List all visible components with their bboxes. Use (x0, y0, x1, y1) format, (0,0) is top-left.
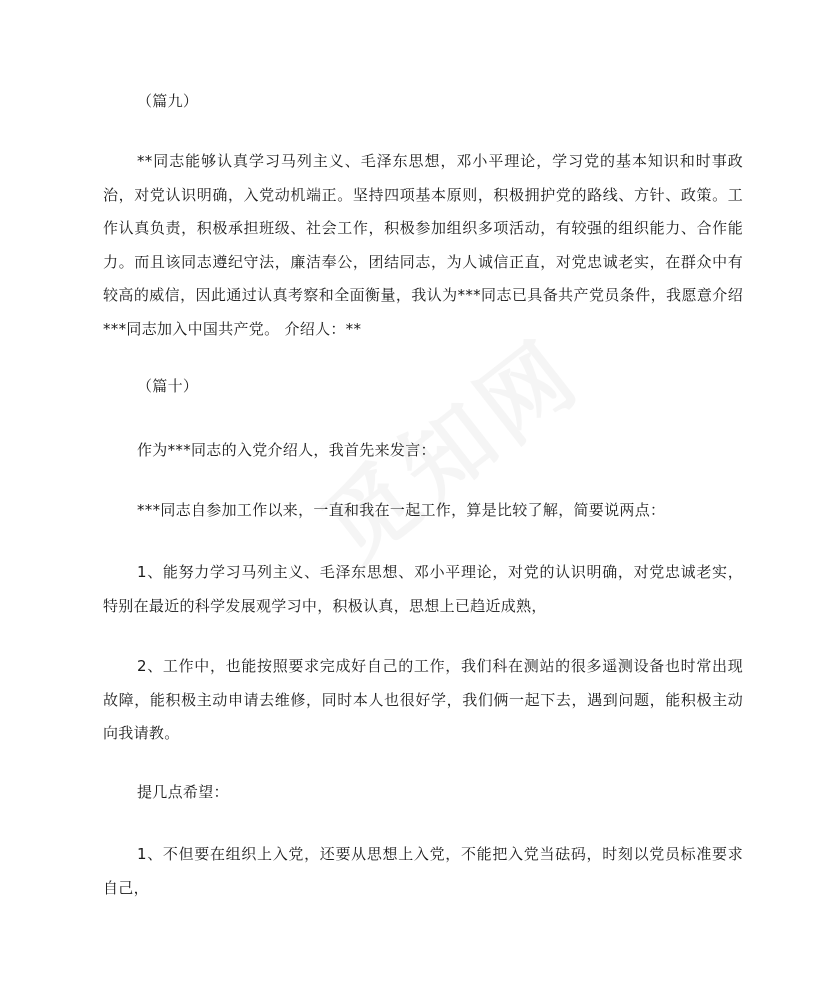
hopes-heading: 提几点希望： (137, 783, 229, 801)
paragraph-intro: 作为***同志的入党介绍人，我首先来发言： (137, 441, 436, 459)
point-1: 1、能努力学习马列主义、毛泽东思想、邓小平理论，对党的认识明确，对党忠诚老实，特别在最近的科学发展观学习中，积极认真，思想上已趋近成熟， (103, 563, 743, 615)
heading-section-10: （篇十） (137, 377, 199, 395)
heading-section-9: （篇九） (137, 92, 199, 110)
paragraph-section-9: **同志能够认真学习马列主义、毛泽东思想，邓小平理论，学习党的基本知识和时事政 治，对党认识明确，入党动机端正。坚持四项基本原则，积极拥护党的路线、方针、政策。工 作认真负责，积极承担班级、社会工作，积极参加组织多项活动，有较强的组织能力、合作能 力。而且该同志遵纪守法，廉洁奉公，团结同志，为人诚信正直，对党忠诚老实，在群众中有 较高的威信，因此通过认真考察和全面衡量，我认为***同志已具备共产党员条件，我愿意介绍 ***同志加入中国共产党。 介绍人：** (103, 152, 743, 338)
hope-1: 1、不但要在组织上入党，还要从思想上入党，不能把入党当砝码，时刻以党员标准要求自己， (103, 845, 743, 897)
paragraph-overview: ***同志自参加工作以来，一直和我在一起工作，算是比较了解，简要说两点： (137, 501, 666, 519)
point-2: 2、工作中，也能按照要求完成好自己的工作，我们科在测站的很多遥测设备也时常出现故障，能积极主动申请去维修，同时本人也很好学，我们俩一起下去，遇到问题，能积极主动向我请教。 (103, 657, 743, 742)
